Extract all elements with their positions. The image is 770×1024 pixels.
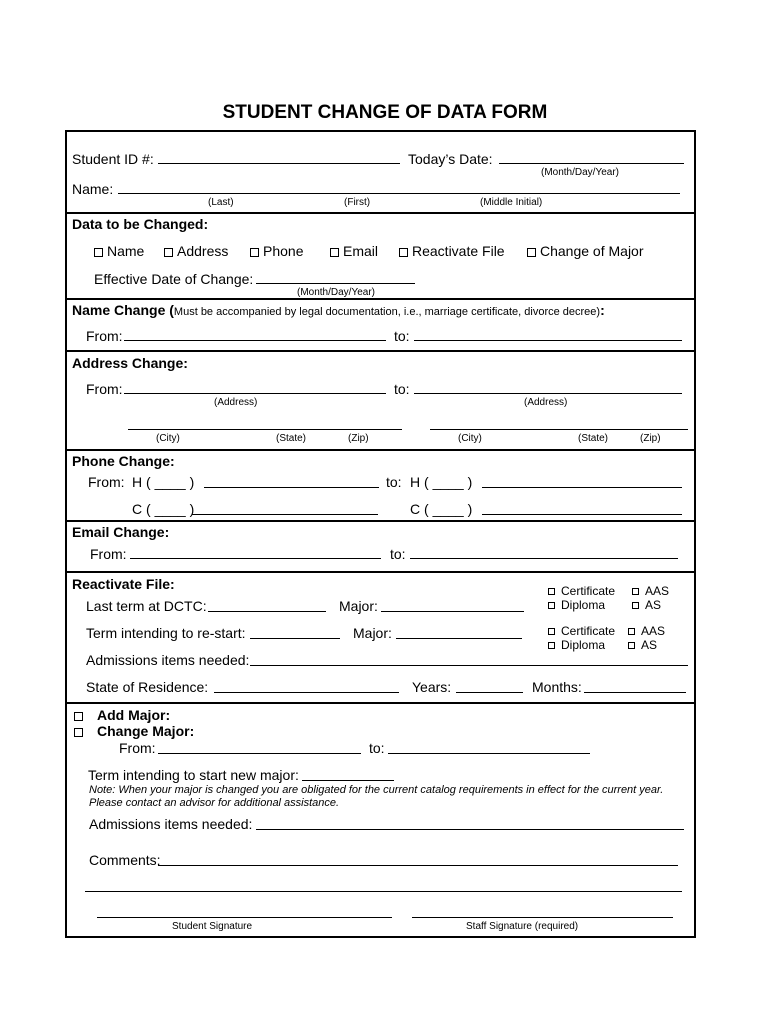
major-from-label: From: [119, 740, 156, 756]
reactivate-admissions-label: Admissions items needed: [86, 652, 250, 668]
from-home-phone-field[interactable] [204, 487, 379, 488]
comments-label: Comments: [89, 852, 161, 868]
option-change-of-major[interactable]: Change of Major [527, 243, 644, 259]
new-major-term-label: Term intending to start new major: [88, 767, 299, 783]
email-change-heading: Email Change: [72, 524, 170, 540]
effective-date-field[interactable] [256, 283, 415, 284]
comments-field-line-2[interactable] [85, 891, 682, 892]
checkbox-icon [628, 642, 635, 649]
checkbox-icon [548, 602, 555, 609]
to-city-state-zip-field[interactable] [430, 429, 688, 430]
first-name-hint: (First) [344, 197, 371, 208]
restart-term-label: Term intending to re-start: [86, 625, 246, 641]
restart-as-option[interactable]: AS [628, 638, 657, 652]
from-state-hint: (State) [276, 433, 307, 444]
address-to-field[interactable] [414, 393, 682, 394]
staff-signature-field[interactable] [412, 917, 673, 918]
student-id-field[interactable] [158, 163, 400, 164]
checkbox-icon [74, 712, 83, 721]
address-from-label: From: [86, 381, 123, 397]
from-cell-phone[interactable]: C ( ____ ) [132, 501, 195, 517]
to-home-phone-field[interactable] [482, 487, 682, 488]
major-to-label: to: [369, 740, 385, 756]
major-admissions-field[interactable] [256, 829, 684, 830]
name-to-field[interactable] [414, 340, 682, 341]
last-term-label: Last term at DCTC: [86, 598, 207, 614]
form-title: STUDENT CHANGE OF DATA FORM [222, 102, 548, 123]
restart-aas-option[interactable]: AAS [628, 624, 665, 638]
change-major-option[interactable]: Change Major: [74, 723, 194, 739]
comments-field[interactable] [158, 865, 678, 866]
last-term-aas-option[interactable]: AAS [632, 584, 669, 598]
checkbox-icon [628, 628, 635, 635]
from-address-hint: (Address) [214, 397, 258, 408]
last-term-diploma-option[interactable]: Diploma [548, 598, 605, 612]
checkbox-icon [330, 248, 339, 257]
divider [66, 702, 694, 704]
reactivate-admissions-field[interactable] [250, 665, 688, 666]
to-home-phone[interactable]: H ( ____ ) [410, 474, 473, 490]
data-to-change-heading: Data to be Changed: [72, 216, 209, 232]
email-to-field[interactable] [410, 558, 678, 559]
to-city-hint: (City) [458, 433, 482, 444]
last-term-major-label: Major: [339, 598, 378, 614]
option-phone[interactable]: Phone [250, 243, 303, 259]
months-field[interactable] [584, 692, 686, 693]
address-to-label: to: [394, 381, 410, 397]
from-city-hint: (City) [156, 433, 180, 444]
residence-field[interactable] [214, 692, 399, 693]
option-name[interactable]: Name [94, 243, 144, 259]
from-city-state-zip-field[interactable] [128, 429, 402, 430]
divider [66, 571, 694, 573]
staff-signature-label: Staff Signature (required) [466, 921, 579, 932]
restart-diploma-option[interactable]: Diploma [548, 638, 605, 652]
restart-major-label: Major: [353, 625, 392, 641]
name-change-heading: Name Change (Must be accompanied by legal documentation, i.e., marriage certificate, divorce decree): [72, 302, 605, 318]
divider [66, 298, 694, 300]
effective-date-label: Effective Date of Change: [94, 271, 254, 287]
divider [66, 212, 694, 214]
years-field[interactable] [456, 692, 523, 693]
from-cell-phone-field[interactable] [192, 514, 378, 515]
last-term-field[interactable] [208, 611, 326, 612]
catalog-note-line-2: Please contact an advisor for additional assistance. [89, 797, 340, 809]
last-name-hint: (Last) [208, 197, 234, 208]
address-change-heading: Address Change: [72, 355, 188, 371]
checkbox-icon [548, 628, 555, 635]
option-address[interactable]: Address [164, 243, 228, 259]
months-label: Months: [532, 679, 582, 695]
divider [66, 449, 694, 451]
major-to-field[interactable] [388, 753, 590, 754]
checkbox-icon [94, 248, 103, 257]
student-signature-label: Student Signature [172, 921, 253, 932]
date-hint: (Month/Day/Year) [541, 167, 619, 178]
name-to-label: to: [394, 328, 410, 344]
restart-major-field[interactable] [396, 638, 522, 639]
catalog-note-line-1: Note: When your major is changed you are obligated for the current catalog requirements in effect for the current year. [89, 784, 664, 796]
new-major-term-field[interactable] [302, 780, 394, 781]
option-email[interactable]: Email [330, 243, 378, 259]
from-zip-hint: (Zip) [348, 433, 369, 444]
email-to-label: to: [390, 546, 406, 562]
to-address-hint: (Address) [524, 397, 568, 408]
phone-change-heading: Phone Change: [72, 453, 175, 469]
phone-to-label: to: [386, 474, 402, 490]
to-state-hint: (State) [578, 433, 609, 444]
student-id-label: Student ID #: [72, 151, 154, 167]
restart-certificate-option[interactable]: Certificate [548, 624, 615, 638]
todays-date-field[interactable] [499, 163, 684, 164]
todays-date-label: Today’s Date: [408, 151, 493, 167]
checkbox-icon [74, 728, 83, 737]
name-label: Name: [72, 181, 114, 197]
name-from-label: From: [86, 328, 123, 344]
name-field[interactable] [118, 193, 680, 194]
last-term-as-option[interactable]: AS [632, 598, 661, 612]
email-from-label: From: [90, 546, 127, 562]
checkbox-icon [632, 588, 639, 595]
major-from-field[interactable] [158, 753, 361, 754]
major-admissions-label: Admissions items needed: [89, 816, 253, 832]
divider [66, 520, 694, 522]
checkbox-icon [399, 248, 408, 257]
address-from-field[interactable] [124, 393, 386, 394]
residence-label: State of Residence: [86, 679, 209, 695]
years-label: Years: [412, 679, 452, 695]
effective-date-hint: (Month/Day/Year) [297, 287, 375, 298]
checkbox-icon [164, 248, 173, 257]
checkbox-icon [527, 248, 536, 257]
last-term-certificate-option[interactable]: Certificate [548, 584, 615, 598]
checkbox-icon [548, 642, 555, 649]
checkbox-icon [250, 248, 259, 257]
phone-from-label: From: [88, 474, 125, 490]
to-cell-phone-field[interactable] [482, 514, 682, 515]
name-from-field[interactable] [124, 340, 386, 341]
divider [66, 350, 694, 352]
checkbox-icon [632, 602, 639, 609]
from-home-phone[interactable]: H ( ____ ) [132, 474, 195, 490]
checkbox-icon [548, 588, 555, 595]
student-signature-field[interactable] [97, 917, 392, 918]
option-reactivate-file[interactable]: Reactivate File [399, 243, 505, 259]
last-term-major-field[interactable] [381, 611, 524, 612]
to-zip-hint: (Zip) [640, 433, 661, 444]
to-cell-phone[interactable]: C ( ____ ) [410, 501, 473, 517]
restart-term-field[interactable] [250, 638, 340, 639]
middle-initial-hint: (Middle Initial) [480, 197, 543, 208]
add-major-option[interactable]: Add Major: [74, 707, 170, 723]
reactivate-heading: Reactivate File: [72, 576, 175, 592]
email-from-field[interactable] [130, 558, 381, 559]
